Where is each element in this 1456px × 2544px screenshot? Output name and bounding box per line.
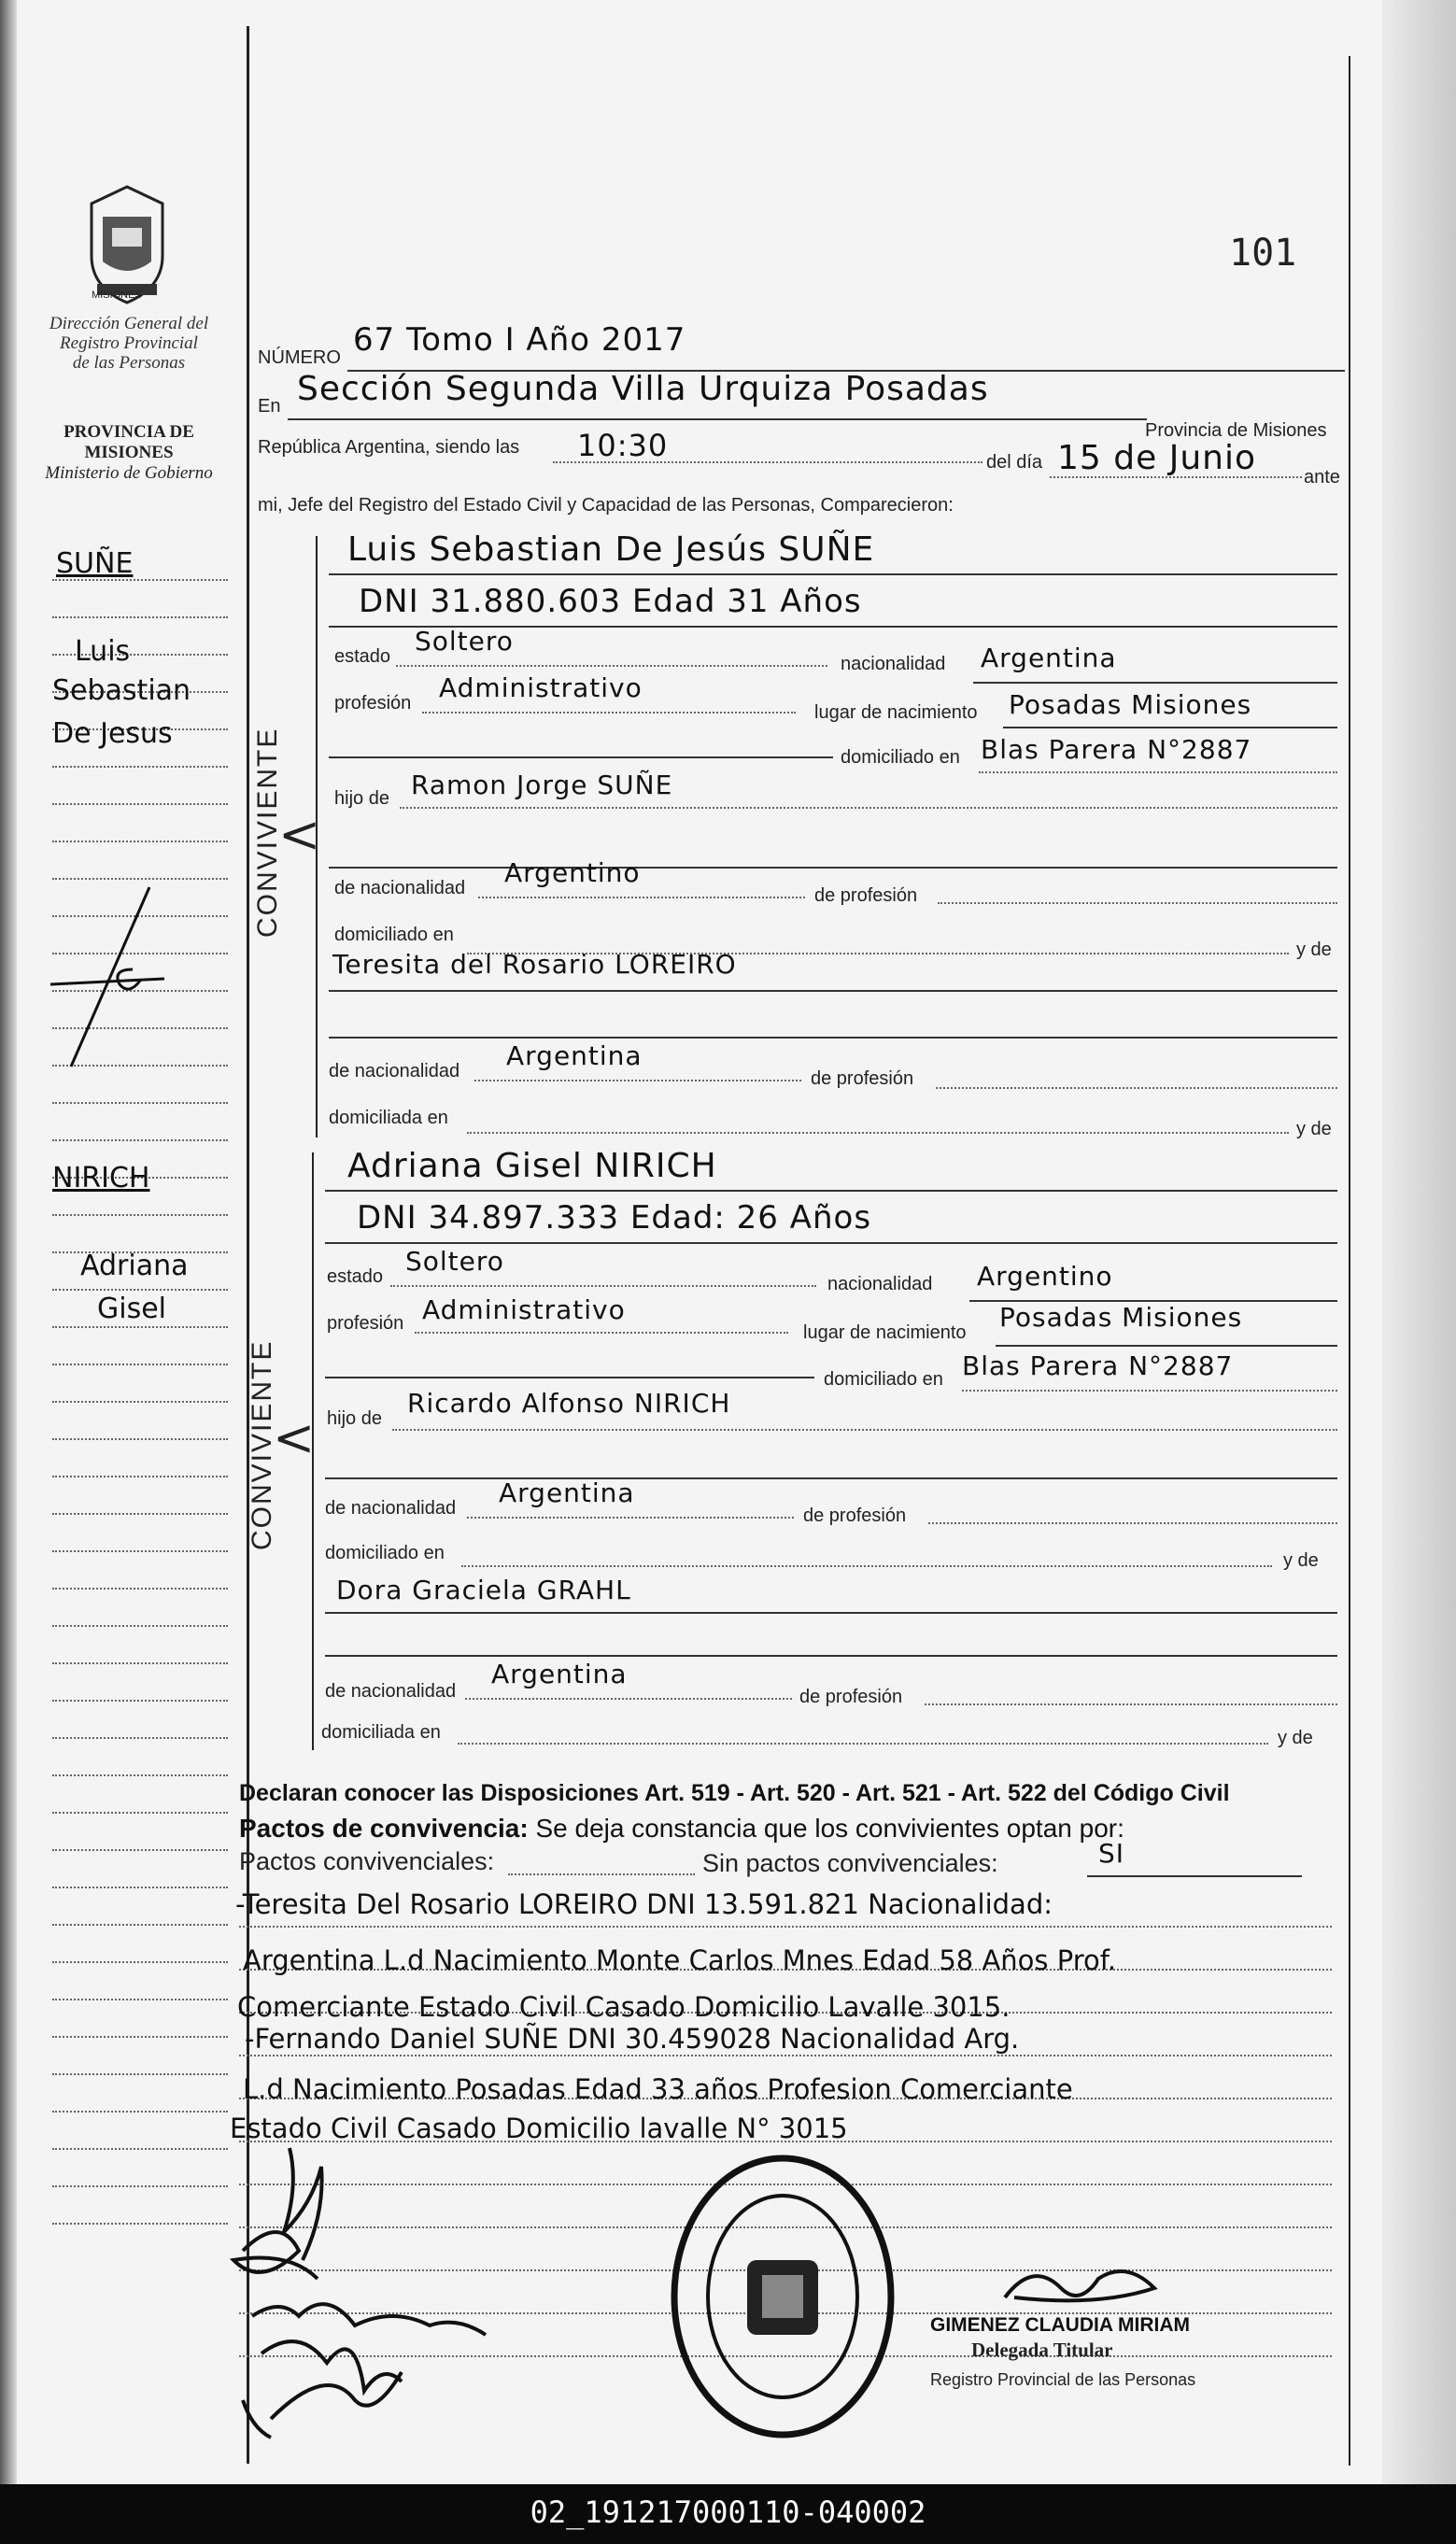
p1-father-name: Ramon Jorge SUÑE <box>411 770 673 800</box>
registry-stamp-icon <box>669 2152 897 2441</box>
p1-hijo-label: hijo de <box>334 788 389 809</box>
signatures-scribbles <box>224 2129 598 2447</box>
time-rule <box>553 461 982 463</box>
p1-full-name: Luis Sebastian De Jesús SUÑE <box>347 530 875 569</box>
margin-rule-line <box>52 2036 228 2038</box>
declaration-text: Declaran conocer las Disposiciones Art. 519 - Art. 520 - Art. 521 - Art. 522 del Código Civil <box>239 1780 1230 1806</box>
p2-father-nac-rule <box>467 1517 794 1519</box>
p2-nacionalidad-label: nacionalidad <box>827 1274 933 1294</box>
delegate-name: GIMENEZ CLAUDIA MIRIAM <box>930 2314 1191 2336</box>
p1-blank-rule-3 <box>329 1037 1337 1039</box>
p1-mother-prof-label: de profesión <box>811 1068 914 1089</box>
margin-given-2a: Adriana <box>80 1250 189 1282</box>
p1-mother-nac-value: Argentina <box>506 1040 643 1071</box>
margin-rule-line <box>52 1326 228 1328</box>
margin-rule-line <box>52 1625 228 1627</box>
p2-mother-prof-rule <box>925 1703 1337 1705</box>
ante-label: ante <box>1304 467 1340 488</box>
margin-rule-line <box>52 1289 228 1291</box>
p2-profesion-value: Administrativo <box>422 1294 626 1325</box>
p2-full-name: Adriana Gisel NIRICH <box>347 1147 717 1185</box>
p1-estado-value: Soltero <box>415 626 514 657</box>
margin-rule-line <box>52 803 228 805</box>
p1-estado-rule <box>396 665 827 667</box>
p1-father-rule <box>400 807 1337 809</box>
witness-rule-line <box>239 2055 1332 2056</box>
p2-lugar-value: Posadas Misiones <box>999 1302 1243 1333</box>
p1-name-rule <box>329 573 1337 575</box>
p2-id-rule <box>325 1242 1337 1244</box>
pactos-line <box>239 1814 1124 1844</box>
p1-profesion-value: Administrativo <box>439 672 643 703</box>
margin-rule-line <box>52 1924 228 1926</box>
margin-rule-line <box>52 1737 228 1739</box>
p1-mother-nac-rule <box>474 1080 801 1081</box>
witness-line-6: Estado Civil Casado Domicilio lavalle N° 3015 <box>230 2113 848 2144</box>
pactos-conv-rule <box>508 1873 695 1875</box>
time-value: 10:30 <box>577 428 669 463</box>
margin-surname-1: SUÑE <box>56 547 134 580</box>
margin-rule-line <box>52 1102 228 1104</box>
margin-rule-line <box>52 1476 228 1477</box>
p2-blank-rule-2 <box>325 1477 1337 1479</box>
p2-profesion-rule <box>415 1332 788 1334</box>
margin-rule-line <box>52 2185 228 2187</box>
witness-rule-line <box>239 1926 1332 1928</box>
p1-domicilio-value: Blas Parera N°2887 <box>981 734 1252 765</box>
p1-blank-rule-2 <box>329 867 1337 869</box>
p2-y-de-1: y de <box>1283 1550 1319 1571</box>
p1-father-nac-label: de nacionalidad <box>334 878 466 898</box>
p2-estado-rule <box>390 1285 816 1287</box>
numero-value: 67 Tomo I Año 2017 <box>353 321 686 359</box>
location-rule <box>288 418 1147 420</box>
margin-rule-line <box>52 1550 228 1552</box>
p1-lugar-value: Posadas Misiones <box>1009 689 1252 720</box>
date-rule <box>1050 476 1302 478</box>
margin-rule-line <box>52 1999 228 2000</box>
p2-lugar-label: lugar de nacimiento <box>803 1322 967 1343</box>
margin-rule-line <box>52 1812 228 1814</box>
margin-rule-line <box>52 616 228 618</box>
agency-line-1: Dirección General del <box>49 314 209 333</box>
p2-mother-rule <box>325 1612 1337 1614</box>
binding-shadow <box>0 0 17 2484</box>
margin-rule-line <box>52 1849 228 1851</box>
margin-rule-line <box>52 878 228 880</box>
p2-father-prof-label: de profesión <box>803 1505 907 1526</box>
agency-line-2: Registro Provincial <box>60 333 198 353</box>
p2-blank-rule <box>325 1377 814 1378</box>
margin-rule-line <box>52 1214 228 1216</box>
p1-father-prof-rule <box>938 902 1337 904</box>
p2-father-prof-rule <box>928 1522 1337 1524</box>
margin-rule-line <box>52 1438 228 1440</box>
margin-rule-line <box>52 2148 228 2150</box>
p2-domiciliado-label: domiciliado en <box>824 1369 943 1390</box>
witness-line-1: -Teresita Del Rosario LOREIRO DNI 13.591.821 Nacionalidad: <box>235 1888 1053 1920</box>
provincia-label: Provincia de Misiones <box>1145 420 1327 441</box>
p2-estado-value: Soltero <box>405 1246 504 1277</box>
margin-rule-line <box>52 841 228 842</box>
p2-mother-dom-rule <box>458 1743 1268 1745</box>
province-name-line-2: MISIONES <box>84 443 174 462</box>
margin-given-1a: Luis <box>75 635 131 668</box>
margin-rule-line <box>52 1662 228 1664</box>
pactos-conv-label: Pactos convivenciales: <box>239 1847 495 1875</box>
p1-mother-dom-label: domiciliada en <box>329 1108 448 1128</box>
p1-nacionalidad-value: Argentina <box>981 643 1117 673</box>
p2-father-nac-value: Argentina <box>499 1477 635 1508</box>
margin-cross-mark <box>47 883 168 1070</box>
p1-domicilio-rule <box>979 771 1337 773</box>
margin-rule-line <box>52 1588 228 1590</box>
p1-id-age: DNI 31.880.603 Edad 31 Años <box>359 583 862 620</box>
pactos-intro: Se deja constancia que los convivientes optan por: <box>535 1814 1124 1843</box>
p2-lugar-rule <box>996 1345 1337 1347</box>
p2-father-rule <box>392 1429 1337 1431</box>
delegate-org: Registro Provincial de las Personas <box>930 2370 1196 2389</box>
p1-blank-rule <box>329 756 833 758</box>
p2-father-nac-label: de nacionalidad <box>325 1498 457 1519</box>
p2-mother-nac-label: de nacionalidad <box>325 1681 457 1702</box>
section-1-label: CONVIVIENTE <box>252 727 283 938</box>
p1-father-nac-value: Argentino <box>504 857 641 888</box>
p1-father-nac-rule <box>478 897 805 898</box>
p2-blank-rule-3 <box>325 1655 1337 1657</box>
p2-profesion-label: profesión <box>327 1313 404 1334</box>
margin-given-2b: Gisel <box>97 1293 167 1325</box>
seal-caption: MISIONES <box>92 290 142 301</box>
p1-profesion-rule <box>422 712 796 714</box>
p1-father-prof-label: de profesión <box>814 885 918 906</box>
margin-rule-line <box>52 2073 228 2075</box>
p2-estado-label: estado <box>327 1266 384 1287</box>
section-2-label: CONVIVIENTE <box>247 1339 277 1550</box>
p2-father-dom-rule <box>461 1565 1272 1567</box>
right-border <box>1349 56 1350 2466</box>
p2-id-age: DNI 34.897.333 Edad: 26 Años <box>357 1199 872 1237</box>
sin-pactos-label: Sin pactos convivenciales: <box>702 1849 998 1877</box>
p1-estado-label: estado <box>334 646 391 667</box>
p1-mother-nac-label: de nacionalidad <box>329 1061 460 1081</box>
margin-rule-line <box>52 1401 228 1403</box>
margin-rule-line <box>52 1774 228 1776</box>
province-seal-icon <box>82 183 172 306</box>
p2-mother-prof-label: de profesión <box>799 1687 903 1707</box>
p2-domicilio-value: Blas Parera N°2887 <box>962 1350 1234 1381</box>
margin-rule-line <box>52 1513 228 1515</box>
p1-lugar-label: lugar de nacimiento <box>814 702 978 723</box>
delegate-title: Delegada Titular <box>971 2339 1113 2361</box>
p1-mother-dom-rule <box>467 1132 1289 1134</box>
ministry-name: Ministerio de Gobierno <box>45 463 213 483</box>
date-value: 15 de Junio <box>1057 439 1256 477</box>
p2-hijo-label: hijo de <box>327 1408 382 1429</box>
p2-father-dom-label: domiciliado en <box>325 1543 445 1563</box>
pactos-heading: Pactos de convivencia: <box>239 1814 529 1843</box>
page-number: 101 <box>1229 232 1297 275</box>
section-2-brace: < <box>273 1408 316 1467</box>
p1-profesion-label: profesión <box>334 693 412 714</box>
p1-lugar-rule <box>1003 727 1337 728</box>
p1-y-de-1: y de <box>1296 940 1332 960</box>
p1-nacionalidad-rule <box>973 682 1337 684</box>
del-dia-label: del día <box>986 452 1043 473</box>
agency-line-3: de las Personas <box>72 353 186 373</box>
p2-mother-nac-rule <box>465 1698 792 1700</box>
margin-rule-line <box>52 1364 228 1365</box>
margin-rule-line <box>52 2111 228 2113</box>
margin-rule-line <box>52 1700 228 1702</box>
p2-mother-nac-value: Argentina <box>491 1659 628 1689</box>
p2-y-de-2: y de <box>1278 1728 1313 1748</box>
jefe-label: mi, Jefe del Registro del Estado Civil y Capacidad de las Personas, Comparecieron: <box>258 495 954 516</box>
en-label: En <box>258 396 281 417</box>
republica-label: República Argentina, siendo las <box>258 437 520 458</box>
p1-y-de-2: y de <box>1296 1119 1332 1139</box>
margin-rule-line <box>52 2223 228 2225</box>
p2-nacionalidad-value: Argentino <box>977 1261 1113 1292</box>
p1-nacionalidad-label: nacionalidad <box>841 654 946 674</box>
p1-mother-rule <box>329 990 1337 992</box>
p1-mother-name: Teresita del Rosario LOREIRO <box>332 949 737 980</box>
witness-line-5: L.d Nacimiento Posadas Edad 33 años Profesion Comerciante <box>243 2073 1073 2105</box>
numero-label: NÚMERO <box>258 347 341 368</box>
margin-given-1b: Sebastian <box>52 674 191 707</box>
p2-domicilio-rule <box>962 1390 1337 1392</box>
province-block <box>37 422 220 484</box>
location-value: Sección Segunda Villa Urquiza Posadas <box>297 370 989 408</box>
witness-line-3: Comerciante Estado Civil Casado Domicilio Lavalle 3015. <box>237 1991 1011 2023</box>
scan-id: 02_191217000110-040002 <box>530 2495 926 2530</box>
p2-name-rule <box>325 1190 1337 1192</box>
margin-rule-line <box>52 1139 228 1141</box>
p1-domiciliado-label: domiciliado en <box>841 747 960 768</box>
p1-father-dom-label: domiciliado en <box>334 925 454 945</box>
margin-rule-line <box>52 766 228 768</box>
sin-pactos-value: SI <box>1098 1838 1125 1869</box>
right-page-edge <box>1382 0 1456 2484</box>
province-name-line-1: PROVINCIA DE <box>64 422 194 442</box>
p2-father-name: Ricardo Alfonso NIRICH <box>407 1388 731 1419</box>
p2-mother-name: Dora Graciela GRAHL <box>336 1575 631 1605</box>
sin-pactos-rule <box>1087 1875 1302 1877</box>
agency-block <box>37 314 220 373</box>
p1-mother-prof-rule <box>936 1087 1337 1089</box>
margin-given-1c: De Jesus <box>52 717 173 750</box>
margin-surname-2: NIRICH <box>52 1162 150 1194</box>
margin-rule-line <box>52 1887 228 1888</box>
margin-rule-line <box>52 1961 228 1963</box>
p2-mother-dom-label: domiciliada en <box>321 1722 441 1743</box>
witness-line-4: -Fernando Daniel SUÑE DNI 30.459028 Nacionalidad Arg. <box>245 2023 1020 2055</box>
section-1-brace: < <box>278 805 321 864</box>
witness-line-2: Argentina L.d Nacimiento Monte Carlos Mnes Edad 58 Años Prof. <box>243 1944 1117 1976</box>
